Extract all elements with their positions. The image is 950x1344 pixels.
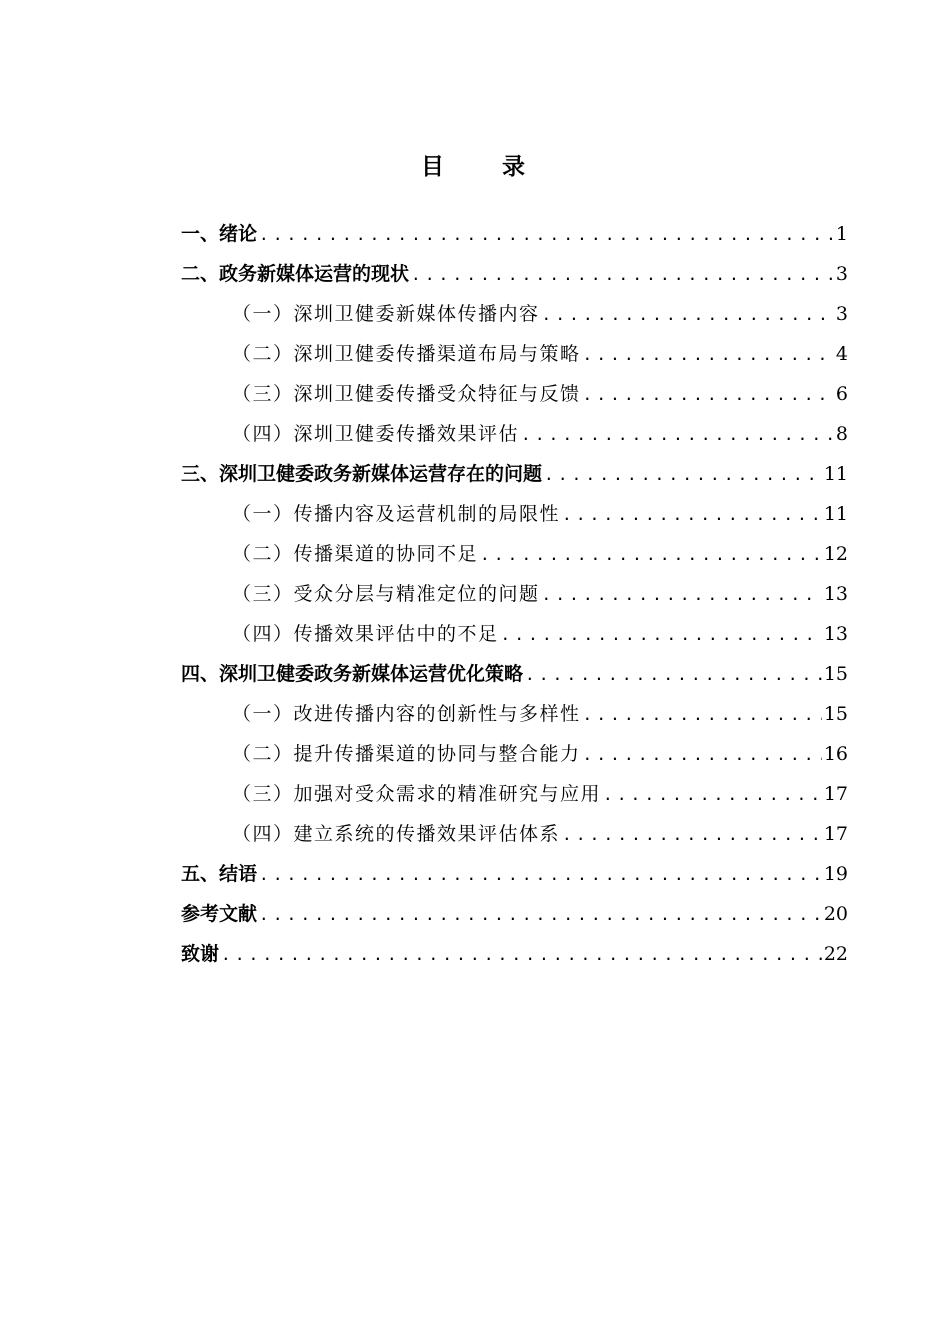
toc-entry-text: （一）深圳卫健委新媒体传播内容 xyxy=(232,303,540,325)
toc-entry-page: 22 xyxy=(823,943,848,965)
toc-entry-text: 五、结语 xyxy=(181,863,258,885)
toc-leader-dots xyxy=(583,735,822,775)
toc-entry-text: 参考文献 xyxy=(181,903,258,925)
toc-entry xyxy=(181,414,848,454)
toc-entry-page: 3 xyxy=(835,263,848,285)
toc-leader-dots xyxy=(259,895,822,935)
toc-entry-text: （二）深圳卫健委传播渠道布局与策略 xyxy=(232,343,581,365)
toc-entry-page: 15 xyxy=(823,663,848,685)
toc-entry-text: （一）改进传播内容的创新性与多样性 xyxy=(232,703,581,725)
toc-leader-dots xyxy=(583,335,834,375)
toc-entry xyxy=(181,934,848,974)
toc-entry-page: 8 xyxy=(835,423,848,445)
toc-entry-text: （四）深圳卫健委传播效果评估 xyxy=(232,423,520,445)
toc-entry xyxy=(181,614,848,654)
toc-entry xyxy=(181,454,848,494)
toc-entry-page: 19 xyxy=(823,863,848,885)
toc-entry xyxy=(181,214,848,254)
toc-leader-dots xyxy=(411,255,834,295)
toc-entry-text: （三）受众分层与精准定位的问题 xyxy=(232,583,540,605)
toc-entry-page: 1 xyxy=(835,223,848,245)
toc-leader-dots xyxy=(521,415,834,455)
toc-entry-text: （四）建立系统的传播效果评估体系 xyxy=(232,823,561,845)
toc-leader-dots xyxy=(583,695,822,735)
toc-leader-dots xyxy=(603,775,822,815)
toc-entry-text: （二）传播渠道的协同不足 xyxy=(232,543,479,565)
toc-entry xyxy=(181,574,848,614)
toc-leader-dots xyxy=(583,375,834,415)
toc-leader-dots xyxy=(501,615,822,655)
toc-entry-page: 11 xyxy=(823,503,848,525)
toc-entry xyxy=(181,334,848,374)
toc-entry-text: （一）传播内容及运营机制的局限性 xyxy=(232,503,561,525)
toc-entry-page: 6 xyxy=(835,383,848,405)
toc-leader-dots xyxy=(525,655,822,695)
toc-entry xyxy=(181,494,848,534)
toc-entry xyxy=(181,294,848,334)
toc-list xyxy=(181,214,848,974)
toc-leader-dots xyxy=(480,535,822,575)
toc-entry xyxy=(181,774,848,814)
toc-entry xyxy=(181,694,848,734)
toc-leader-dots xyxy=(562,495,822,535)
toc-entry-text: （二）提升传播渠道的协同与整合能力 xyxy=(232,743,581,765)
toc-entry xyxy=(181,534,848,574)
toc-entry-text: （四）传播效果评估中的不足 xyxy=(232,623,499,645)
toc-leader-dots xyxy=(542,575,822,615)
toc-entry-text: 二、政务新媒体运营的现状 xyxy=(181,263,410,285)
toc-leader-dots xyxy=(221,935,822,975)
toc-entry-page: 12 xyxy=(823,543,848,565)
toc-entry-page: 11 xyxy=(823,463,848,485)
toc-title: 目 录 xyxy=(421,154,529,180)
toc-entry-page: 13 xyxy=(823,583,848,605)
toc-entry-page: 16 xyxy=(823,743,848,765)
toc-entry xyxy=(181,734,848,774)
toc-entry xyxy=(181,814,848,854)
toc-entry-text: 致谢 xyxy=(181,943,220,965)
toc-entry-page: 3 xyxy=(835,303,848,325)
toc-entry xyxy=(181,374,848,414)
toc-entry xyxy=(181,854,848,894)
toc-entry xyxy=(181,654,848,694)
toc-entry-page: 15 xyxy=(823,703,848,725)
toc-entry-page: 17 xyxy=(823,823,848,845)
toc-leader-dots xyxy=(562,815,822,855)
toc-entry xyxy=(181,254,848,294)
toc-leader-dots xyxy=(259,855,822,895)
toc-entry-page: 20 xyxy=(823,903,848,925)
toc-entry-text: （三）深圳卫健委传播受众特征与反馈 xyxy=(232,383,581,405)
toc-entry xyxy=(181,894,848,934)
toc-entry-page: 13 xyxy=(823,623,848,645)
toc-leader-dots xyxy=(544,455,822,495)
toc-entry-text: （三）加强对受众需求的精准研究与应用 xyxy=(232,783,602,805)
toc-entry-page: 17 xyxy=(823,783,848,805)
toc-leader-dots xyxy=(259,215,834,255)
toc-entry-text: 三、深圳卫健委政务新媒体运营存在的问题 xyxy=(181,463,543,485)
toc-entry-page: 4 xyxy=(835,343,848,365)
toc-entry-text: 一、绪论 xyxy=(181,223,258,245)
toc-entry-text: 四、深圳卫健委政务新媒体运营优化策略 xyxy=(181,663,524,685)
toc-leader-dots xyxy=(542,295,834,335)
